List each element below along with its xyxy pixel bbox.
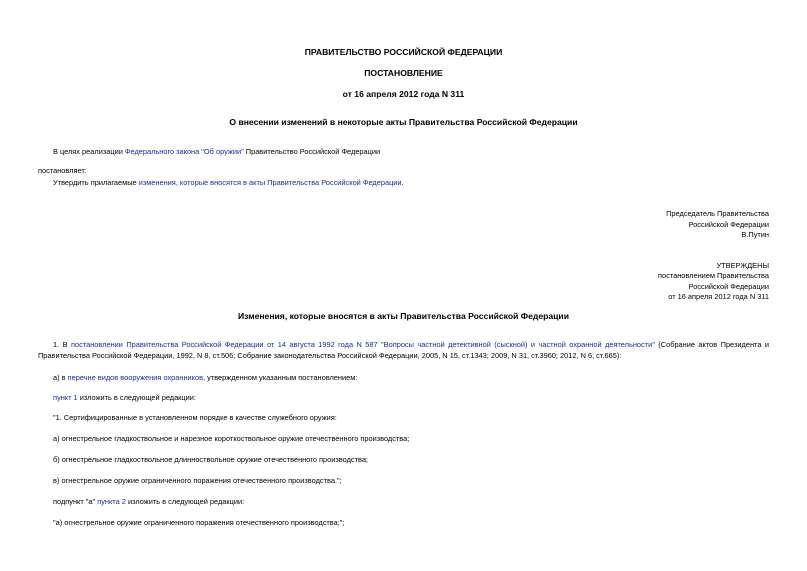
quote-1: "1. Сертифицированные в установленном порядке в качестве служебного оружия: [53,413,337,422]
approve-prefix: Утвердить прилагаемые [53,178,139,187]
signature-name: В.Путин [741,230,769,239]
sub-item-v: в) огнестрельное оружие ограниченного поражения отечественного производства."; [53,476,342,485]
preamble-suffix: Правительство Российской Федерации [243,147,381,156]
punkt-1-suffix: изложить в следующей редакции: [77,393,196,402]
item-a [53,373,357,382]
approved-line-4: от 16 апреля 2012 года N 311 [668,292,769,301]
subpunkt [53,497,244,506]
changes-link[interactable]: изменения, которые вносятся в акты Правительства Российской Федерации [138,178,402,187]
document-title: О внесении изменений в некоторые акты Правительства Российской Федерации [229,117,578,127]
guard-weapons-list-link[interactable]: перечне видов вооружения охранников [67,373,204,382]
approve-suffix: . [401,178,404,187]
quote-2: "а) огнестрельное оружие ограниченного поражения отечественного производства;"; [53,518,345,527]
item-1-rest: (Собрание актов Президента и Правительства Российской Федерации, 1992, N 8, ст.506; Собрание законодательства Российской Федерации, 2005, N 15, ст.1343; 2009, N 31, ст.3960; 2012, N 6, ст.665): [38,340,770,360]
government-name: ПРАВИТЕЛЬСТВО РОССИЙСКОЙ ФЕДЕРАЦИИ [304,47,503,57]
preamble [53,147,380,156]
preamble-prefix: В целях реализации [53,147,125,156]
approved-line-3: Российской Федерации [688,282,769,291]
item-a-prefix: а) в [53,373,68,382]
item-1-paragraph [38,340,769,361]
decree-approve [53,178,404,187]
approved-line-2: постановлением Правительства [658,271,769,280]
signature-line-1: Председатель Правительства [666,209,769,218]
item-1-num: 1. В [53,340,71,349]
punkt-1 [53,393,196,402]
document-type: ПОСТАНОВЛЕНИЕ [364,68,443,78]
changes-title: Изменения, которые вносятся в акты Правительства Российской Федерации [237,311,569,321]
punkt-2-link[interactable]: пункта 2 [97,497,126,506]
item-a-suffix: , утвержденном указанным постановлением: [203,373,358,382]
sub-item-a: а) огнестрельное гладкоствольное и нарезное короткоствольное оружие отечественного производства; [53,434,410,443]
approved-line-1: УТВЕРЖДЕНЫ [716,261,769,270]
punkt-1-link[interactable]: пункт 1 [53,393,78,402]
law-on-weapons-link[interactable]: Федерального закона "Об оружии" [124,147,244,156]
decree-word: постановляет: [38,166,87,175]
signature-line-2: Российской Федерации [688,220,769,229]
document-date: от 16 апреля 2012 года N 311 [342,89,465,99]
subpunkt-suffix: изложить в следующей редакции: [125,497,245,506]
subpunkt-prefix: подпункт "а" [53,497,98,506]
resolution-587-link[interactable]: постановлении Правительства Российской Федерации от 14 августа 1992 года N 587 "Вопросы частной детективной (сыскной) и частной охранной деятельности" [70,340,655,349]
sub-item-b: б) огнестрельное гладкоствольное длинноствольное оружие отечественного производства; [53,455,368,464]
